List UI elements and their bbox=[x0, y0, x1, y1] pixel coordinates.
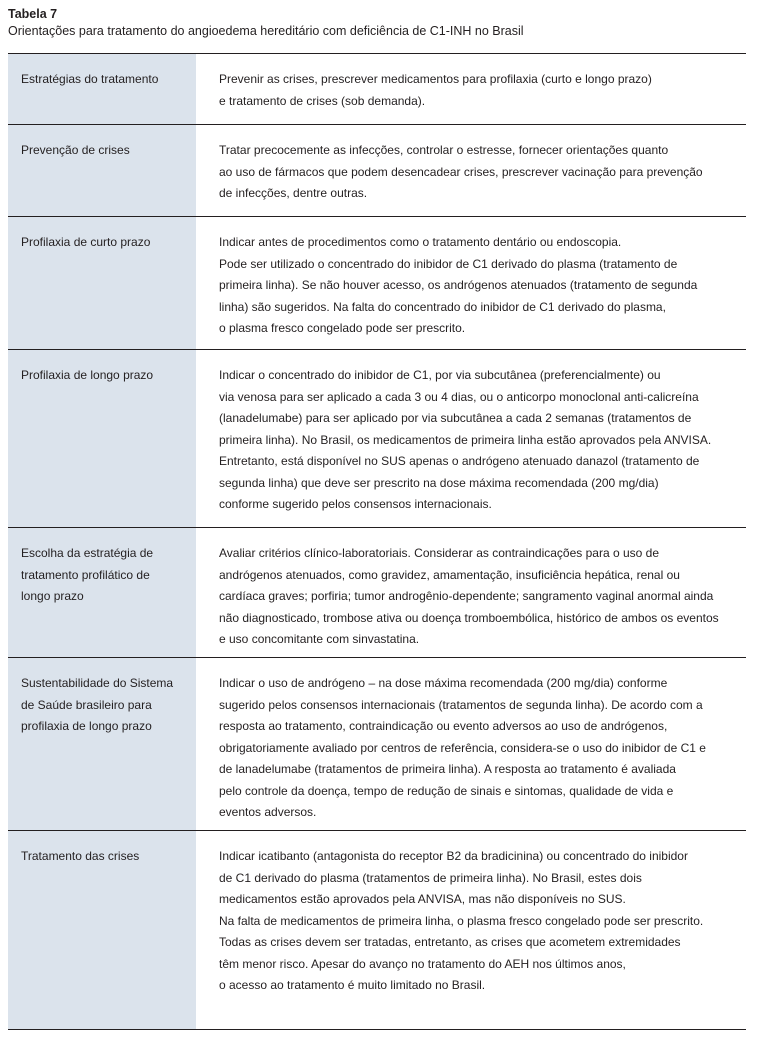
row-label-cell bbox=[8, 54, 196, 124]
row-text-line: medicamentos estão aprovados pela ANVISA, mas não disponíveis no SUS. bbox=[219, 892, 626, 906]
row-text-line: Indicar icatibanto (antagonista do receptor B2 da bradicinina) ou concentrado do inibidor bbox=[219, 849, 688, 863]
row-text-cell bbox=[196, 125, 746, 216]
table-row bbox=[8, 528, 746, 658]
row-label-cell bbox=[8, 217, 196, 349]
row-text-line: Avaliar critérios clínico-laboratoriais. Considerar as contraindicações para o uso de bbox=[219, 546, 659, 560]
row-text-line: o plasma fresco congelado pode ser prescrito. bbox=[219, 321, 466, 335]
row-label-line: de Saúde brasileiro para bbox=[21, 697, 152, 712]
row-text-line: Na falta de medicamentos de primeira linha, o plasma fresco congelado pode ser prescrito. bbox=[219, 913, 704, 928]
row-label-line: Tratamento das crises bbox=[21, 849, 140, 863]
table-row bbox=[8, 350, 746, 528]
row-label-line: Profilaxia de curto prazo bbox=[21, 235, 151, 249]
row-text-cell bbox=[196, 217, 746, 349]
row-label-line: tratamento profilático de bbox=[21, 567, 150, 582]
table-caption bbox=[8, 6, 524, 40]
row-text-line: não diagnosticado, trombose ativa ou doença tromboembólica, histórico de ambos os eventos bbox=[219, 610, 719, 625]
row-label-cell bbox=[8, 528, 196, 657]
row-text-line: de infecções, dentre outras. bbox=[219, 186, 368, 200]
row-text-line: Indicar antes de procedimentos como o tratamento dentário ou endoscopia. bbox=[219, 235, 622, 249]
row-text-line: Pode ser utilizado o concentrado do inibidor de C1 derivado do plasma (tratamento de bbox=[219, 256, 678, 271]
table-title: Tabela 7 bbox=[8, 7, 58, 21]
row-label-line: Prevenção de crises bbox=[21, 143, 130, 157]
row-label-cell bbox=[8, 350, 196, 527]
table-row bbox=[8, 54, 746, 125]
table-row bbox=[8, 125, 746, 217]
row-text-line: de lanadelumabe (tratamentos de primeira linha). A resposta ao tratamento é avaliada bbox=[219, 762, 676, 776]
row-text-cell bbox=[196, 350, 746, 527]
row-text-line: Indicar o concentrado do inibidor de C1, por via subcutânea (preferencialmente) ou bbox=[219, 368, 661, 382]
row-label-cell bbox=[8, 125, 196, 216]
table-row bbox=[8, 217, 746, 350]
row-text-cell bbox=[196, 831, 746, 1029]
row-text-line: linha) são sugeridos. Na falta do concentrado do inibidor de C1 derivado do plasma, bbox=[219, 299, 666, 314]
row-text-line: eventos adversos. bbox=[219, 805, 317, 819]
row-text-line: ao uso de fármacos que podem desencadear crises, prescrever vacinação para prevenção bbox=[219, 164, 703, 179]
row-text-line: Todas as crises devem ser tratadas, entretanto, as crises que acometem extremidades bbox=[219, 935, 681, 949]
row-label-line: Estratégias do tratamento bbox=[21, 72, 159, 86]
row-text-line: andrógenos atenuados, como gravidez, amamentação, insuficiência hepática, renal ou bbox=[219, 567, 680, 582]
row-text-line: e tratamento de crises (sob demanda). bbox=[219, 93, 426, 108]
row-text-line: e uso concomitante com sinvastatina. bbox=[219, 632, 420, 646]
row-text-line: Entretanto, está disponível no SUS apenas o andrógeno atenuado danazol (tratamento de bbox=[219, 454, 700, 468]
row-label-cell bbox=[8, 831, 196, 1029]
row-text-line: via venosa para ser aplicado a cada 3 ou 4 dias, ou o anticorpo monoclonal anti-calicreína bbox=[219, 389, 699, 404]
row-text-cell bbox=[196, 528, 746, 657]
row-text-line: primeira linha). No Brasil, os medicamentos de primeira linha estão aprovados pela ANVISA. bbox=[219, 432, 712, 447]
row-text-line: (lanadelumabe) para ser aplicado por via subcutânea a cada 2 semanas (tratamentos de bbox=[219, 411, 692, 425]
row-text-line: cardíaca graves; porfiria; tumor androgênio-dependente; sangramento vaginal anormal ainda bbox=[219, 589, 714, 603]
row-text-line: primeira linha). Se não houver acesso, os andrógenos atenuados (tratamento de segunda bbox=[219, 278, 698, 292]
row-label-line: Sustentabilidade do Sistema bbox=[21, 676, 174, 690]
row-text-line: segunda linha) que deve ser prescrito na dose máxima recomendada (200 mg/dia) bbox=[219, 475, 659, 490]
row-text-line: obrigatoriamente avaliado por centros de referência, considera-se o uso do inibidor de C1 e bbox=[219, 740, 706, 755]
table-row bbox=[8, 831, 746, 1030]
row-text-line: Indicar o uso de andrógeno – na dose máxima recomendada (200 mg/dia) conforme bbox=[219, 676, 668, 690]
table-row bbox=[8, 658, 746, 831]
row-text-line: sugerido pelos consensos internacionais (tratamentos de segunda linha). De acordo com a bbox=[219, 697, 703, 712]
row-label-line: Profilaxia de longo prazo bbox=[21, 368, 154, 382]
row-label-line: Escolha da estratégia de bbox=[21, 546, 154, 560]
row-text-line: Tratar precocemente as infecções, controlar o estresse, fornecer orientações quanto bbox=[219, 143, 669, 157]
table-subtitle: Orientações para tratamento do angioedema hereditário com deficiência de C1-INH no Brasil bbox=[8, 24, 524, 38]
row-text-line: têm menor risco. Apesar do avanço no tratamento do AEH nos últimos anos, bbox=[219, 956, 626, 971]
row-label-line: longo prazo bbox=[21, 589, 84, 603]
row-text-line: resposta ao tratamento, contraindicação ou evento adversos ao uso de andrógenos, bbox=[219, 719, 668, 733]
row-text-line: de C1 derivado do plasma (tratamentos de primeira linha). No Brasil, estes dois bbox=[219, 870, 642, 885]
row-text-cell bbox=[196, 658, 746, 830]
guidelines-table bbox=[8, 53, 746, 1030]
row-label-cell bbox=[8, 658, 196, 830]
row-text-cell bbox=[196, 54, 746, 124]
row-text-line: conforme sugerido pelos consensos internacionais. bbox=[219, 497, 492, 511]
row-text-line: pelo controle da doença, tempo de redução de sinais e sintomas, qualidade de vida e bbox=[219, 783, 674, 798]
row-label-line: profilaxia de longo prazo bbox=[21, 719, 152, 733]
row-text-line: Prevenir as crises, prescrever medicamentos para profilaxia (curto e longo prazo) bbox=[219, 72, 652, 86]
row-text-line: o acesso ao tratamento é muito limitado no Brasil. bbox=[219, 978, 486, 992]
